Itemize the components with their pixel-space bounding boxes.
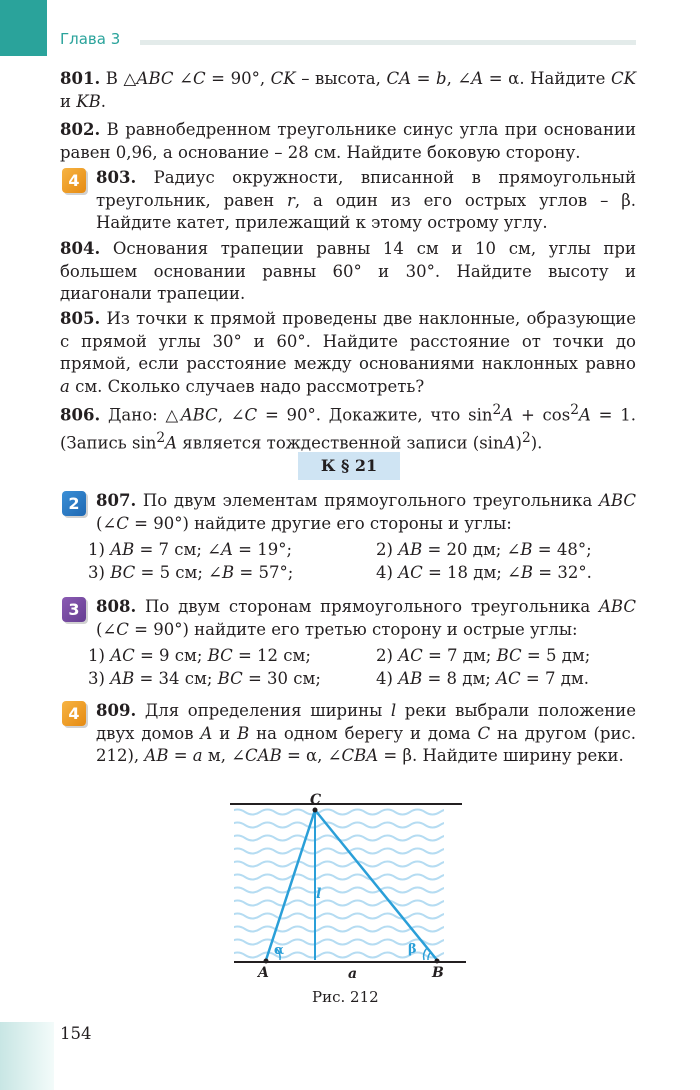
label-b: B xyxy=(432,965,444,981)
options-807 xyxy=(88,539,636,584)
label-beta: β xyxy=(408,942,417,957)
wave-line xyxy=(230,836,470,841)
triangle-abc xyxy=(266,810,437,960)
point-b xyxy=(435,959,440,964)
level-2-badge-icon: 2 xyxy=(62,491,86,516)
wave-line xyxy=(230,914,470,919)
problem-809: 809. Для определения ширины l реки выбрали положение двух домов A и B на одном берегу и дома C на другом (рис. 212), AB = a м, ∠CAB = α, ∠CBA = β. Найдите ширину реки. xyxy=(96,701,636,765)
footer-tab xyxy=(0,1022,54,1090)
problem-number: 804. xyxy=(60,239,101,258)
water-waves xyxy=(230,810,470,958)
option-808-4: 4) AB = 8 дм; AC = 7 дм. xyxy=(376,668,589,688)
point-a xyxy=(264,959,269,964)
problem-number: 801. xyxy=(60,69,101,88)
wave-line xyxy=(230,888,470,893)
chapter-corner-block xyxy=(0,0,47,56)
wave-line xyxy=(230,862,470,867)
problem-805: 805. Из точки к прямой проведены две наклонные, образующие с прямой углы 30° и 60°. Найдите расстояние от точки до прямой, если расстояние между основаниями наклонных равно a см. Сколько случаев надо рассмотреть? xyxy=(60,309,636,396)
option-808-2: 2) AC = 7 дм; BC = 5 дм; xyxy=(376,646,591,665)
problem-806: 806. Дано: △ABC, ∠C = 90°. Докажите, что $\sin^2A + \cos^2A = 1$. (Запись $\sin^2A$ является тождественной записи $(\sin A)^2$). xyxy=(60,402,636,453)
problem-number: 807. xyxy=(96,491,137,510)
option-808-1: 1) AC = 9 см; BC = 12 см; xyxy=(88,646,311,665)
wave-line xyxy=(230,927,470,932)
problem-802: 802. В равнобедренном треугольнике синус угла при основании равен 0,96, а основание – 28 см. Найдите боковую сторону. xyxy=(60,120,636,162)
wave-line xyxy=(230,875,470,880)
label-a: A xyxy=(258,965,269,981)
level-4-badge-icon: 4 xyxy=(62,701,86,726)
problem-808: 808. По двум сторонам прямоугольного треугольника ABC (∠C = 90°) найдите его третью сторону и острые углы: xyxy=(96,597,636,639)
label-l: l xyxy=(316,886,322,902)
wave-line xyxy=(230,940,470,945)
option-808-3: 3) AB = 34 см; BC = 30 см; xyxy=(88,668,321,688)
wave-line xyxy=(230,901,470,906)
problem-number: 802. xyxy=(60,120,101,139)
wave-line xyxy=(230,823,470,828)
point-c xyxy=(313,808,318,813)
problem-number: 808. xyxy=(96,597,137,616)
option-807-4: 4) AC = 18 дм; ∠B = 32°. xyxy=(376,562,592,582)
option-807-1: 1) AB = 7 см; ∠A = 19°; xyxy=(88,540,293,559)
header-rule xyxy=(140,40,636,45)
label-side-a: a xyxy=(348,966,358,982)
side-ac xyxy=(266,810,315,960)
option-807-3: 3) BC = 5 см; ∠B = 57°; xyxy=(88,562,294,582)
figure-caption: Рис. 212 xyxy=(312,988,379,1006)
problem-807: 807. По двум элементам прямоугольного треугольника ABC (∠C = 90°) найдите другие его стороны и углы: xyxy=(96,491,636,533)
section-heading: К § 21 xyxy=(298,452,400,480)
problem-804: 804. Основания трапеции равны 14 см и 10 см, углы при большем основании равны 60° и 30°. Найдите высоту и диагонали трапеции. xyxy=(60,239,636,303)
option-807-2: 2) AB = 20 дм; ∠B = 48°; xyxy=(376,540,592,559)
label-alpha: α xyxy=(274,943,285,958)
page-number: 154 xyxy=(60,1024,92,1043)
options-808 xyxy=(88,645,636,690)
problem-801: 801. В △ABC ∠C = 90°, CK – высота, CA = b, ∠A = α. Найдите CK и KB. xyxy=(60,69,636,111)
problem-number: 806. xyxy=(60,405,101,425)
label-c: C xyxy=(310,792,322,808)
angle-beta-arc-inner xyxy=(428,952,431,960)
problem-number: 805. xyxy=(60,309,101,328)
side-bc xyxy=(315,810,437,960)
river-triangle-figure xyxy=(230,790,470,990)
level-3-badge-icon: 3 xyxy=(62,597,86,622)
level-4-badge-icon: 4 xyxy=(62,168,86,193)
problem-803: 803. Радиус окружности, вписанной в прямоугольный треугольник, равен r, а один из его острых углов – β. Найдите катет, прилежащий к этому острому углу. xyxy=(96,168,636,232)
problem-number: 809. xyxy=(96,701,137,720)
wave-line xyxy=(230,810,470,815)
chapter-label: Глава 3 xyxy=(60,30,121,48)
problem-number: 803. xyxy=(96,168,137,187)
